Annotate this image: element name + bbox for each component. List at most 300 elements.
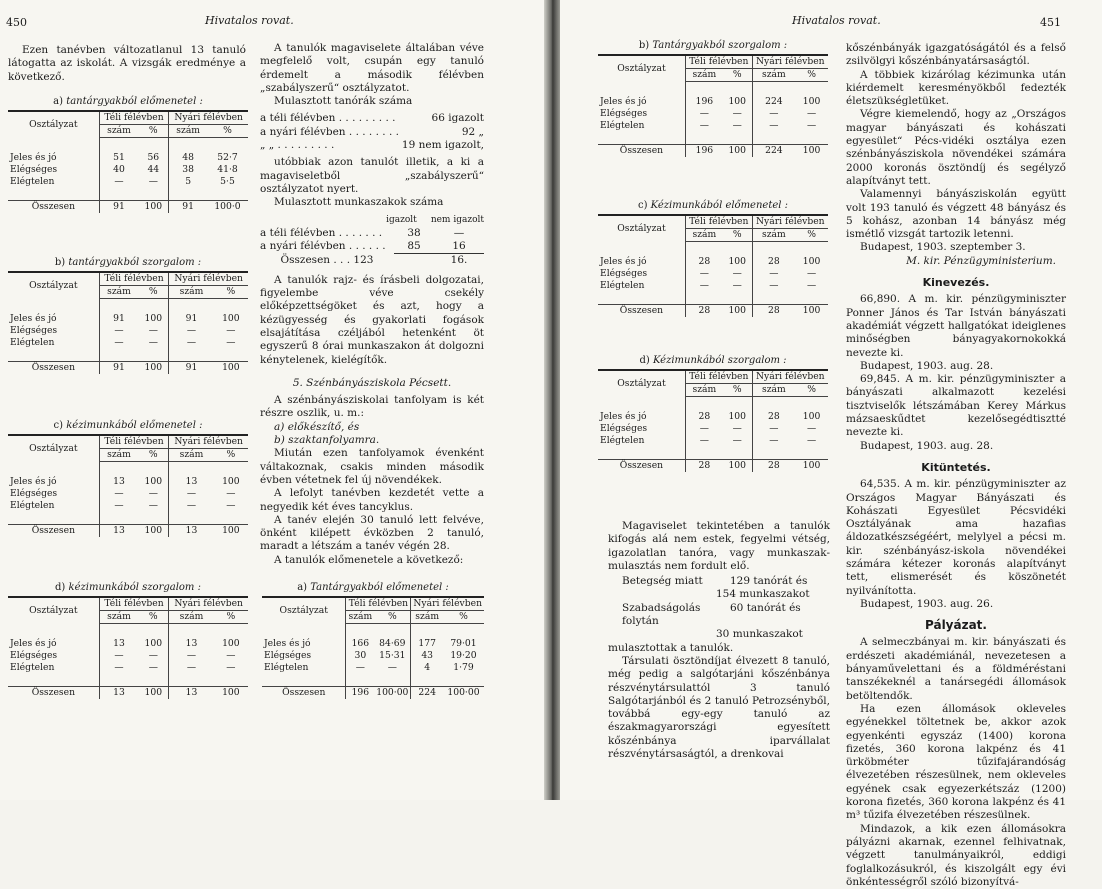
paragraph: Magaviselet tekintetében a tanulók kifogás alá nem estek, fegyelmi vétség, igazolatlan tanóra, vagy munkaszak-mulasztás nem fordult elő. <box>608 520 830 572</box>
subheader-szam: szám <box>685 229 722 242</box>
table-row <box>8 650 248 662</box>
spacer <box>723 447 752 460</box>
spacer-row <box>598 447 828 460</box>
book-gutter <box>544 0 560 800</box>
cell-value: 13 <box>99 476 138 488</box>
header-osztalyzat: Osztályzat <box>8 597 99 624</box>
section-heading: 5. Szénbányásziskola Pécsett. <box>292 376 452 389</box>
total-value: 100 <box>138 686 169 699</box>
spacer <box>99 624 138 638</box>
stats-table <box>8 596 248 699</box>
table-row <box>598 96 828 108</box>
caption-prefix: c) <box>53 420 64 431</box>
total-value: 13 <box>99 524 138 537</box>
total-value: 100 <box>138 524 169 537</box>
spacer <box>752 242 795 256</box>
spacer <box>374 674 411 687</box>
spacer-row <box>598 82 828 96</box>
cell-value: 41·8 <box>217 164 238 175</box>
header-osztalyzat: Osztályzat <box>598 370 685 397</box>
cell-value: — <box>732 423 742 434</box>
total-value: 100 <box>723 304 752 317</box>
header-osztalyzat: Osztályzat <box>598 55 685 82</box>
cell-value: — <box>226 650 236 661</box>
total-label: Összesen <box>8 686 99 699</box>
caption-prefix: d) <box>55 582 66 593</box>
total-row <box>598 144 828 157</box>
header-nyari: Nyári félévben <box>169 272 248 286</box>
workshift-header <box>260 214 484 227</box>
spacer <box>8 674 99 687</box>
cell-value: — <box>99 176 138 188</box>
total-label: Összesen <box>598 144 685 157</box>
left-page-column-2 <box>260 42 484 567</box>
cell-value: — <box>99 325 138 337</box>
spacer <box>99 299 138 313</box>
subheader-pct: % <box>138 286 169 299</box>
row-label: Elégséges <box>10 164 58 175</box>
subheader-szam: szám <box>99 125 138 138</box>
header-nyari: Nyári félévben <box>411 597 484 611</box>
cell-value: — <box>99 488 138 500</box>
paragraph: A tanulók rajz- és írásbeli dolgozatai, figyelembe véve csekély előképzettségöket és azt, hogy a kézügyesség és gyakorlati fogások elsajátítása czéljából hetenként öt egyszerű 8 órai munkaszakon át dolgozni kénytelenek, kielégítők. <box>260 273 484 366</box>
row-label: Jeles és jó <box>600 96 647 107</box>
total-value: 28 <box>685 304 722 317</box>
row-label: Elégtelen <box>600 120 645 131</box>
subheader-szam: szám <box>169 449 214 462</box>
kv-row <box>260 227 484 240</box>
caption-text: kézimunkából szorgalom : <box>68 582 201 593</box>
row-label: Elégtelen <box>10 662 55 673</box>
kv-label: „ „ . . . . . . . . . <box>260 139 335 152</box>
spacer-row <box>598 242 828 256</box>
cell-value: — <box>169 662 214 674</box>
cell-value: — <box>752 280 795 292</box>
paragraph: Mulasztott munkaszakok száma <box>274 196 444 209</box>
spacer <box>752 397 795 411</box>
paragraph: A tanév elején 30 tanuló lett felvéve, önként kilépett évközben 2 tanuló, maradt a létszám a tanév végén 28. <box>260 513 484 553</box>
spacer <box>8 349 99 362</box>
date-line: Budapest, 1903. aug. 28. <box>860 359 994 372</box>
cell-value: 100 <box>728 96 746 107</box>
absence-label: Szabadságolás folytán <box>622 601 701 628</box>
cell-value: — <box>99 337 138 349</box>
caption-prefix: a) <box>53 96 64 107</box>
row-label: Elégséges <box>10 488 58 499</box>
kv-label: a téli félévben . . . . . . . . . <box>260 112 396 125</box>
cell-value: — <box>387 662 397 673</box>
spacer-row <box>598 292 828 305</box>
stats-table <box>598 369 828 472</box>
spacer <box>752 82 795 96</box>
spacer <box>685 397 722 411</box>
header-nyari: Nyári félévben <box>169 435 248 449</box>
subheader-pct: % <box>795 384 828 397</box>
subheader-pct: % <box>723 69 752 82</box>
header-teli: Téli félévben <box>99 435 169 449</box>
kv-row <box>260 240 484 254</box>
cell-value: 166 <box>346 638 374 650</box>
spacer <box>8 188 99 201</box>
spacer <box>685 82 722 96</box>
cell-value: — <box>148 662 158 673</box>
cell-value: — <box>99 500 138 512</box>
total-label: Összesen <box>8 524 99 537</box>
table-h <box>598 355 828 472</box>
table-row <box>598 280 828 292</box>
cell-value: — <box>226 337 236 348</box>
spacer <box>207 138 248 152</box>
paragraph: mulasztottak a tanulók. <box>608 641 734 654</box>
table-row <box>598 108 828 120</box>
cell-value: 13 <box>169 638 214 650</box>
cell-value: — <box>148 500 158 511</box>
spacer <box>169 349 214 362</box>
caption-prefix: b) <box>54 257 66 268</box>
header-teli: Téli félévben <box>99 597 169 611</box>
caption-text: Kézimunkából előmenetel : <box>650 200 789 211</box>
spacer <box>723 82 752 96</box>
row-label: Jeles és jó <box>10 638 57 649</box>
total-value: 100 <box>723 459 752 472</box>
row-label: Jeles és jó <box>10 476 57 487</box>
spacer <box>214 349 248 362</box>
spacer-row <box>8 299 248 313</box>
cell-value: — <box>732 280 742 291</box>
total-value: 91 <box>99 361 138 374</box>
table-row <box>262 638 484 650</box>
cell-value: — <box>685 435 722 447</box>
total-value: 100·00 <box>374 686 411 699</box>
spacer <box>214 512 248 525</box>
cell-value: — <box>148 488 158 499</box>
section-heading: Pályázat. <box>925 618 987 633</box>
total-value: 100 <box>138 200 169 213</box>
cell-value: — <box>685 268 722 280</box>
subheader-pct: % <box>207 125 248 138</box>
cell-value: 100 <box>222 313 240 324</box>
cell-value: — <box>685 423 722 435</box>
cell-value: 28 <box>685 411 722 423</box>
date-line: Budapest, 1903. aug. 26. <box>860 597 994 610</box>
table-row <box>8 638 248 650</box>
spacer <box>214 299 248 313</box>
header-row <box>598 55 828 69</box>
total-value: 28 <box>685 459 722 472</box>
table-row <box>598 435 828 447</box>
kv-label: a téli félévben . . . . . . . <box>260 226 383 239</box>
table-b <box>8 257 248 374</box>
cell-value: 100 <box>802 96 821 107</box>
total-row <box>598 459 828 472</box>
spacer <box>169 674 214 687</box>
kv-value: — <box>453 226 465 239</box>
caption-text: Tantárgyakból előmenetel : <box>310 582 449 593</box>
kv-value: 85 <box>394 240 434 254</box>
kv-value <box>394 254 434 267</box>
cell-value: — <box>806 280 817 291</box>
total-value: 100 <box>795 144 828 157</box>
cell-value: 19·20 <box>450 650 477 661</box>
cell-value: — <box>169 500 214 512</box>
cell-value: 48 <box>169 152 207 164</box>
paragraph: A lefolyt tanévben kezdetét vette a negyedik két éves tancyklus. <box>260 487 484 513</box>
row-label: Elégséges <box>600 268 648 279</box>
spacer-row <box>8 349 248 362</box>
caption-prefix: d) <box>639 355 650 366</box>
subheader-pct: % <box>138 449 169 462</box>
paragraph: Társulati ösztöndíjat élvezett 8 tanuló, még pedig a salgótarjáni kőszénbánya részvénytársulattól 3 tanuló Salgótarjánból és 2 tanuló Petrozsényből, továbbá egy-egy tanuló az északmagyarországi egyesített kőszénbánya iparvállalat részvénytársaságtól, a drenkovai <box>608 654 830 761</box>
intro-paragraph: Ezen tanévben változatlanul 13 tanuló látogatta az iskolát. A vizsgák eredménye a következő. <box>8 44 246 83</box>
table-g <box>598 200 828 317</box>
cell-value: 5 <box>169 176 207 188</box>
cell-value: 28 <box>752 411 795 423</box>
subheader-szam: szám <box>169 286 214 299</box>
spacer <box>752 132 795 145</box>
spacer-row <box>262 674 484 687</box>
subheader-szam: szám <box>685 384 722 397</box>
table-row <box>262 662 484 674</box>
kv-value: 16. <box>450 254 468 267</box>
spacer <box>8 299 99 313</box>
missed-hours-list <box>260 112 484 152</box>
kv-label: Összesen . . . 123 <box>280 254 374 267</box>
header-osztalyzat: Osztályzat <box>8 111 99 138</box>
cell-value: — <box>752 108 795 120</box>
cell-value: 224 <box>752 96 795 108</box>
spacer <box>99 462 138 476</box>
total-label: Összesen <box>598 459 685 472</box>
cell-value: — <box>752 423 795 435</box>
header-osztalyzat: Osztályzat <box>598 215 685 242</box>
total-value: 100 <box>795 459 828 472</box>
table-row <box>262 650 484 662</box>
table-caption <box>8 257 248 268</box>
cell-value: 91 <box>169 313 214 325</box>
total-value: 224 <box>752 144 795 157</box>
running-header: Hivatalos rovat. <box>792 14 881 27</box>
total-value: 196 <box>685 144 722 157</box>
right-page-column-2 <box>846 42 1066 889</box>
subheader-szam: szám <box>169 125 207 138</box>
spacer <box>723 292 752 305</box>
subheader-pct: % <box>795 69 828 82</box>
spacer <box>598 132 685 145</box>
table-row <box>8 176 248 188</box>
right-page <box>560 0 1102 888</box>
paragraph: Valamennyi bányásziskolán együtt volt 193 tanuló és végzett 48 bányász és 5 kohász, azonban 14 bányász még ismétlő vizsgát tartozik letenni. <box>846 188 1066 241</box>
spacer <box>685 292 722 305</box>
header-row <box>8 597 248 611</box>
cell-value: 38 <box>169 164 207 176</box>
cell-value: — <box>226 500 236 511</box>
total-row <box>598 304 828 317</box>
cell-value: 79·01 <box>450 638 477 649</box>
subheader-szam: szám <box>752 229 795 242</box>
table-row <box>8 152 248 164</box>
header-osztalyzat: Osztályzat <box>8 272 99 299</box>
header-teli: Téli félévben <box>685 370 752 384</box>
subheader-szam: szám <box>411 611 443 624</box>
subheader-pct: % <box>138 611 169 624</box>
row-label: Elégtelen <box>10 337 55 348</box>
stats-table <box>8 271 248 374</box>
header-nyari: Nyári félévben <box>169 111 248 125</box>
table-caption <box>598 40 828 51</box>
row-label: Elégtelen <box>264 662 309 673</box>
total-value: 196 <box>346 686 374 699</box>
cell-value: — <box>732 108 742 119</box>
row-label: Elégséges <box>264 650 312 661</box>
cell-value: — <box>148 325 158 336</box>
paragraph: 66,890. A m. kir. pénzügyminiszter Ponner János és Tar István bányászati akadémiát végzett hallgatókat ideiglenes minőségben bányagyakornokokká nevezte ki. <box>846 293 1066 359</box>
spacer <box>8 462 99 476</box>
header-row <box>8 435 248 449</box>
cell-value: 44 <box>147 164 160 175</box>
header-nyari: Nyári félévben <box>752 215 828 229</box>
row-label: Jeles és jó <box>264 638 311 649</box>
spacer <box>138 349 169 362</box>
spacer <box>262 674 346 687</box>
spacer <box>346 624 374 638</box>
table-caption <box>8 96 248 107</box>
row-label: Elégséges <box>600 423 648 434</box>
spacer <box>138 624 169 638</box>
cell-value: — <box>148 337 158 348</box>
subheader-szam: szám <box>752 69 795 82</box>
stats-table <box>262 596 484 699</box>
spacer <box>411 624 443 638</box>
table-row <box>8 337 248 349</box>
spacer <box>598 82 685 96</box>
absence-row <box>608 602 830 629</box>
cell-value: 100 <box>728 411 746 422</box>
cell-value: 5·5 <box>220 176 235 187</box>
spacer <box>214 462 248 476</box>
total-row <box>8 200 248 213</box>
cell-value: 100 <box>802 256 821 267</box>
spacer <box>138 138 169 152</box>
spacer <box>207 188 248 201</box>
spacer-row <box>262 624 484 638</box>
col-head: nem igazolt <box>430 214 484 225</box>
cell-value: — <box>346 662 374 674</box>
spacer <box>169 188 207 201</box>
cell-value: 13 <box>99 638 138 650</box>
cell-value: — <box>169 337 214 349</box>
cell-value: — <box>226 488 236 499</box>
spacer <box>598 292 685 305</box>
spacer <box>685 132 722 145</box>
left-column <box>8 44 246 84</box>
total-value: 91 <box>169 200 207 213</box>
table-caption <box>598 200 828 211</box>
cell-value: 100 <box>222 476 240 487</box>
subheader-szam: szám <box>99 449 138 462</box>
total-value: 100 <box>138 361 169 374</box>
table-row <box>598 411 828 423</box>
spacer-row <box>8 512 248 525</box>
stats-table <box>8 434 248 537</box>
paragraph: A szénbányásziskolai tanfolyam is két részre oszlik, u. m.: <box>260 394 484 420</box>
header-osztalyzat: Osztályzat <box>8 435 99 462</box>
cell-value: — <box>732 268 742 279</box>
row-label: Jeles és jó <box>600 256 647 267</box>
cell-value: 84·69 <box>379 638 406 649</box>
absence-label: Betegség miatt <box>622 575 703 588</box>
cell-value: — <box>806 423 817 434</box>
spacer <box>138 188 169 201</box>
cell-value: 91 <box>99 313 138 325</box>
table-row <box>598 268 828 280</box>
cell-value: — <box>685 108 722 120</box>
spacer <box>169 299 214 313</box>
subheader-pct: % <box>374 611 411 624</box>
cell-value: 4 <box>411 662 443 674</box>
absence-value: 129 tanórát és <box>730 575 808 588</box>
cell-value: 40 <box>99 164 138 176</box>
subheader-szam: szám <box>685 69 722 82</box>
table-row <box>8 500 248 512</box>
caption-prefix: c) <box>637 200 648 211</box>
table-caption <box>598 355 828 366</box>
subheader-pct: % <box>138 125 169 138</box>
cell-value: 100 <box>802 411 821 422</box>
paragraph: A selmeczbányai m. kir. bányászati és erdészeti akadémiánál, nevezetesen a bányaművelettani és a földméréstani tanszékeknél a tanársegédi állomások betöltendők. <box>846 636 1066 702</box>
kv-row <box>260 139 484 152</box>
total-value: 100 <box>723 144 752 157</box>
spacer <box>752 292 795 305</box>
total-value: 13 <box>169 524 214 537</box>
absence-value: 154 munkaszakot <box>716 588 810 601</box>
cell-value: 15·31 <box>379 650 406 661</box>
cell-value: — <box>148 176 158 187</box>
stats-table <box>598 214 828 317</box>
section-heading: Kinevezés. <box>922 276 990 290</box>
cell-value: — <box>226 325 236 336</box>
header-nyari: Nyári félévben <box>752 370 828 384</box>
header-nyari: Nyári félévben <box>752 55 828 69</box>
cell-value: — <box>806 120 817 131</box>
subheader-pct: % <box>214 449 248 462</box>
cell-value: — <box>169 488 214 500</box>
paragraph: A tanulók magaviselete általában véve megfelelő volt, csupán egy tanuló érdemelt a második félévben „szabályszerű“ osztályzatot. <box>260 42 484 94</box>
spacer <box>214 674 248 687</box>
total-value: 28 <box>752 459 795 472</box>
subheader-szam: szám <box>99 611 138 624</box>
paragraph: 69,845. A m. kir. pénzügyminiszter a bányászati alkalmazott kezelési tisztviselők létszámában Kerey Márkus mázsaeskűdtet kezelősegédtisztté nevezte ki. <box>846 373 1066 439</box>
kv-value: 66 igazolt <box>431 112 484 125</box>
table-caption <box>8 582 248 593</box>
spacer <box>374 624 411 638</box>
caption-prefix: a) <box>297 582 308 593</box>
spacer <box>99 188 138 201</box>
row-label: Elégtelen <box>600 280 645 291</box>
total-label: Összesen <box>598 304 685 317</box>
cell-value: — <box>806 435 817 446</box>
col-head: igazolt <box>386 214 417 225</box>
total-row <box>8 686 248 699</box>
subheader-szam: szám <box>346 611 374 624</box>
spacer <box>99 349 138 362</box>
caption-text: kézimunkából előmenetel : <box>66 420 203 431</box>
spacer <box>795 292 828 305</box>
cell-value: — <box>806 108 817 119</box>
spacer <box>169 512 214 525</box>
cell-value: — <box>226 662 236 673</box>
table-a <box>8 96 248 213</box>
table-row <box>598 423 828 435</box>
